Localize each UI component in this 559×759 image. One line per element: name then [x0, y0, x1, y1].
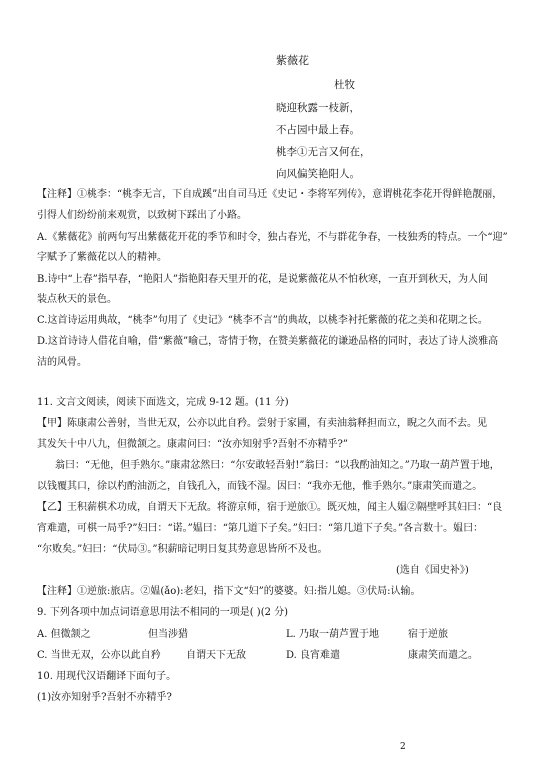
- poem-title: 紫薇花: [276, 54, 309, 67]
- passage-jia-line: 其发矢十中八九，但微颔之。康肃问曰：“汝亦知射乎?吾射不亦精乎?”: [37, 439, 348, 450]
- question-10-item: (1)汝亦知射乎?吾射不亦精乎?: [37, 692, 172, 703]
- section-heading: 11. 文言文阅读，阅读下面选文，完成 9-12 题。(11 分): [37, 397, 289, 408]
- passage-yi-line: “尔败矣。”妇曰：“伏局③。”积薪暗记明日复其势意思皆所不及也。: [37, 544, 328, 555]
- passage-yi-line: 宵难遣，可棋一局乎?”妇曰：“诺。”媪曰：“第几道下子矣。”妇曰：“第几道下子矣。”各言数十。媪曰：: [37, 523, 484, 534]
- poem-note-line: 引得人们纷纷前来观赏，以致树下踩出了小路。: [37, 210, 247, 221]
- option-a-line: 字赋予了紫薇花以人的精神。: [37, 252, 167, 263]
- passage-source: (选自《国史补》): [396, 565, 469, 576]
- passage-note: 【注释】①逆旅:旅店。②媪(ǎo):老妇，指下文“妇”的婆婆。妇:指儿媳。③伏局:认输。: [37, 586, 421, 597]
- poem-line: 不占园中最上春。: [276, 124, 360, 136]
- q9-option-d-2: 康肃笑而遣之。: [408, 650, 478, 661]
- question-10-stem: 10. 用现代汉语翻译下面句子。: [37, 671, 177, 682]
- page-number: 2: [400, 742, 406, 752]
- option-b-line: B.诗中“上春”指早春，“艳阳人”指艳阳春天里开的花，是说紫薇花从不怕秋寒，一直开到秋天，为人间: [37, 274, 488, 285]
- passage-jia-line: 以钱覆其口，徐以杓酌油沥之，自钱孔入，而钱不湿。因曰：“我亦无他，惟手熟尔。”康肃笑而遣之。: [37, 481, 483, 492]
- q9-option-d-1: D. 良宵难遣: [286, 650, 341, 661]
- question-9-stem: 9. 下列各项中加点词语意思用法不相同的一项是( )(2 分): [37, 607, 289, 618]
- passage-yi-line: 【乙】王积薪棋术功成，自谓天下无敌。将游京师，宿于逆旅①。既灭烛，闻主人媪②隔壁呼其妇曰：“良: [37, 502, 503, 513]
- q9-option-a-1: A. 但微颔之: [37, 629, 91, 640]
- option-b-line: 装点秋天的景色。: [37, 294, 117, 305]
- poem-author: 杜牧: [334, 79, 355, 91]
- poem-line: 向风偏笑艳阳人。: [276, 168, 360, 180]
- q9-option-c-2: 自谓天下无敌: [186, 650, 246, 661]
- poem-line: 晓迎秋露一枝新，: [276, 102, 360, 114]
- q9-option-a-2: 但当涉猎: [148, 629, 188, 640]
- q9-option-b-1: L. 乃取一葫芦置于地: [286, 629, 379, 640]
- q9-option-c-1: C. 当世无双，公亦以此自矜: [37, 650, 161, 661]
- option-d-line: D.这首诗诗人借花自喻，借“紫薇”喻己，寄情于物，在赞美紫薇花的谦逊品格的同时，表达了诗人淡雅高: [37, 336, 499, 347]
- option-d-line: 洁的风骨。: [37, 357, 87, 368]
- passage-jia-line: 【甲】陈康肃公善射，当世无双，公亦以此自矜。尝射于家圃，有卖油翁释担而立，睨之久而不去。见: [37, 418, 487, 429]
- option-c-line: C.这首诗运用典故，“桃李”句用了《史记》“桃李不言”的典故，以桃李衬托紫薇的花之美和花期之长。: [37, 315, 488, 326]
- option-a-line: A.《紫薇花》前两句写出紫薇花开花的季节和时令，独占春光，不与群花争春，一枝独秀的特点。一个“迎”: [37, 232, 508, 243]
- q9-option-b-2: 宿于逆旅: [408, 629, 448, 640]
- poem-note-line: 【注释】①桃李：“桃李无言，下自成蹊”出自司马迁《史记・李将军列传》，意谓桃花李花开得鲜艳靓丽，: [37, 189, 503, 200]
- poem-line: 桃李①无言又何在，: [276, 146, 371, 158]
- passage-jia-line: 翁曰：“无他，但手熟尔。”康肃忿然曰：“尔安敢轻吾射!”翁曰：“以我酌油知之。”乃取一葫芦置于地，: [55, 460, 500, 471]
